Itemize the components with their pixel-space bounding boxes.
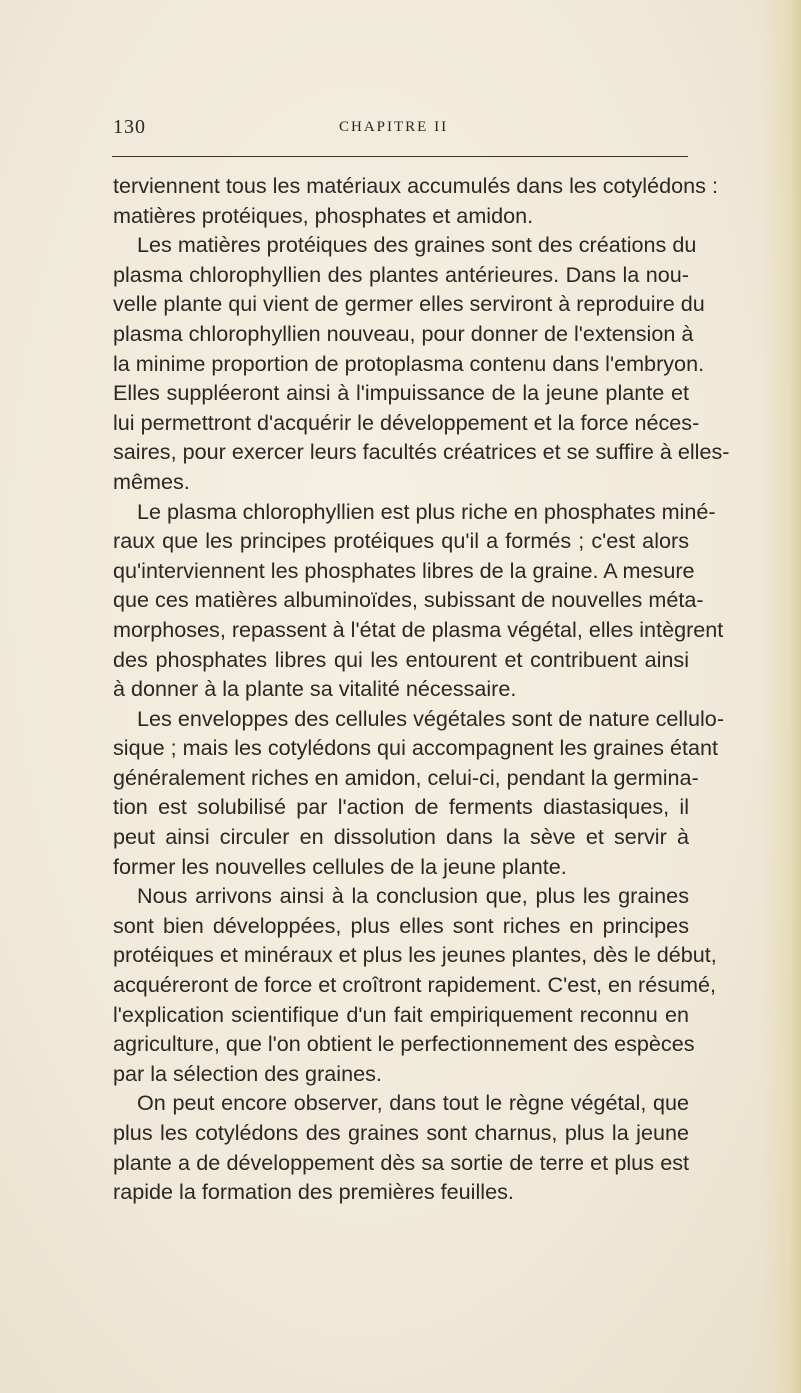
text-line: plus les cotylédons des graines sont charnus, plus la jeune [113, 1120, 689, 1145]
text-line: à donner à la plante sa vitalité nécessaire. [113, 676, 517, 702]
text-line: Les enveloppes des cellules végétales sont de nature cellulo- [137, 705, 725, 731]
text-line: On peut encore observer, dans tout le règne végétal, que [137, 1090, 689, 1116]
text-line: agriculture, que l'on obtient le perfectionnement des espèces [113, 1031, 695, 1057]
text-line: sique ; mais les cotylédons qui accompagnent les graines étant [113, 735, 718, 761]
body-text [113, 171, 730, 1207]
text-line: velle plante qui vient de germer elles serviront à reproduire du [113, 291, 705, 317]
text-line: matières protéiques, phosphates et amidon. [113, 202, 534, 228]
text-line: des phosphates libres qui les entourent et contribuent ainsi [113, 646, 689, 672]
text-line: l'explication scientifique d'un fait empiriquement reconnu en [113, 1001, 689, 1027]
header-rule [112, 156, 688, 157]
text-line: plasma chlorophyllien nouveau, pour donner de l'extension à [113, 320, 694, 346]
text-line: Elles suppléeront ainsi à l'impuissance de la jeune plante et [113, 380, 689, 406]
text-line: sont bien développées, plus elles sont riches en principes [113, 912, 689, 938]
page-edge-stain [761, 0, 801, 1393]
text-line: raux que les principes protéiques qu'il a formés ; c'est alors [113, 528, 689, 554]
text-line: la minime proportion de protoplasma contenu dans l'embryon. [113, 350, 705, 376]
text-line: plante a de développement dès sa sortie de terre et plus est [113, 1149, 689, 1175]
page-header [113, 116, 687, 146]
text-line: protéiques et minéraux et plus les jeunes plantes, dès le début, [113, 942, 717, 968]
text-line: former les nouvelles cellules de la jeune plante. [113, 853, 567, 879]
text-line: Nous arrivons ainsi à la conclusion que, plus les graines [137, 883, 689, 909]
text-line: généralement riches en amidon, celui-ci, pendant la germina- [113, 764, 699, 790]
text-line: saires, pour exercer leurs facultés créatrices et se suffire à elles- [113, 439, 730, 465]
running-head: CHAPITRE II [339, 119, 449, 135]
text-line: Le plasma chlorophyllien est plus riche en phosphates miné- [137, 498, 716, 524]
text-line: plasma chlorophyllien des plantes antérieures. Dans la nou- [113, 261, 689, 287]
text-line: terviennent tous les matériaux accumulés dans les cotylédons : [113, 173, 718, 198]
text-line: rapide la formation des premières feuilles. [113, 1179, 514, 1205]
text-line: acquéreront de force et croîtront rapidement. C'est, en résumé, [113, 972, 717, 998]
text-line: mêmes. [113, 468, 190, 494]
text-line: que ces matières albuminoïdes, subissant de nouvelles méta- [113, 587, 704, 613]
text-line: tion est solubilisé par l'action de ferments diastasiques, il [113, 794, 689, 820]
page-number: 130 [113, 116, 146, 138]
text-line: Les matières protéiques des graines sont des créations du [137, 232, 697, 258]
text-line: lui permettront d'acquérir le développement et la force néces- [113, 409, 700, 435]
text-line: peut ainsi circuler en dissolution dans la sève et servir à [113, 824, 689, 850]
text-line: qu'interviennent les phosphates libres de la graine. A mesure [113, 557, 695, 583]
text-line: morphoses, repassent à l'état de plasma végétal, elles intègrent [113, 616, 724, 642]
text-line: par la sélection des graines. [113, 1060, 382, 1086]
